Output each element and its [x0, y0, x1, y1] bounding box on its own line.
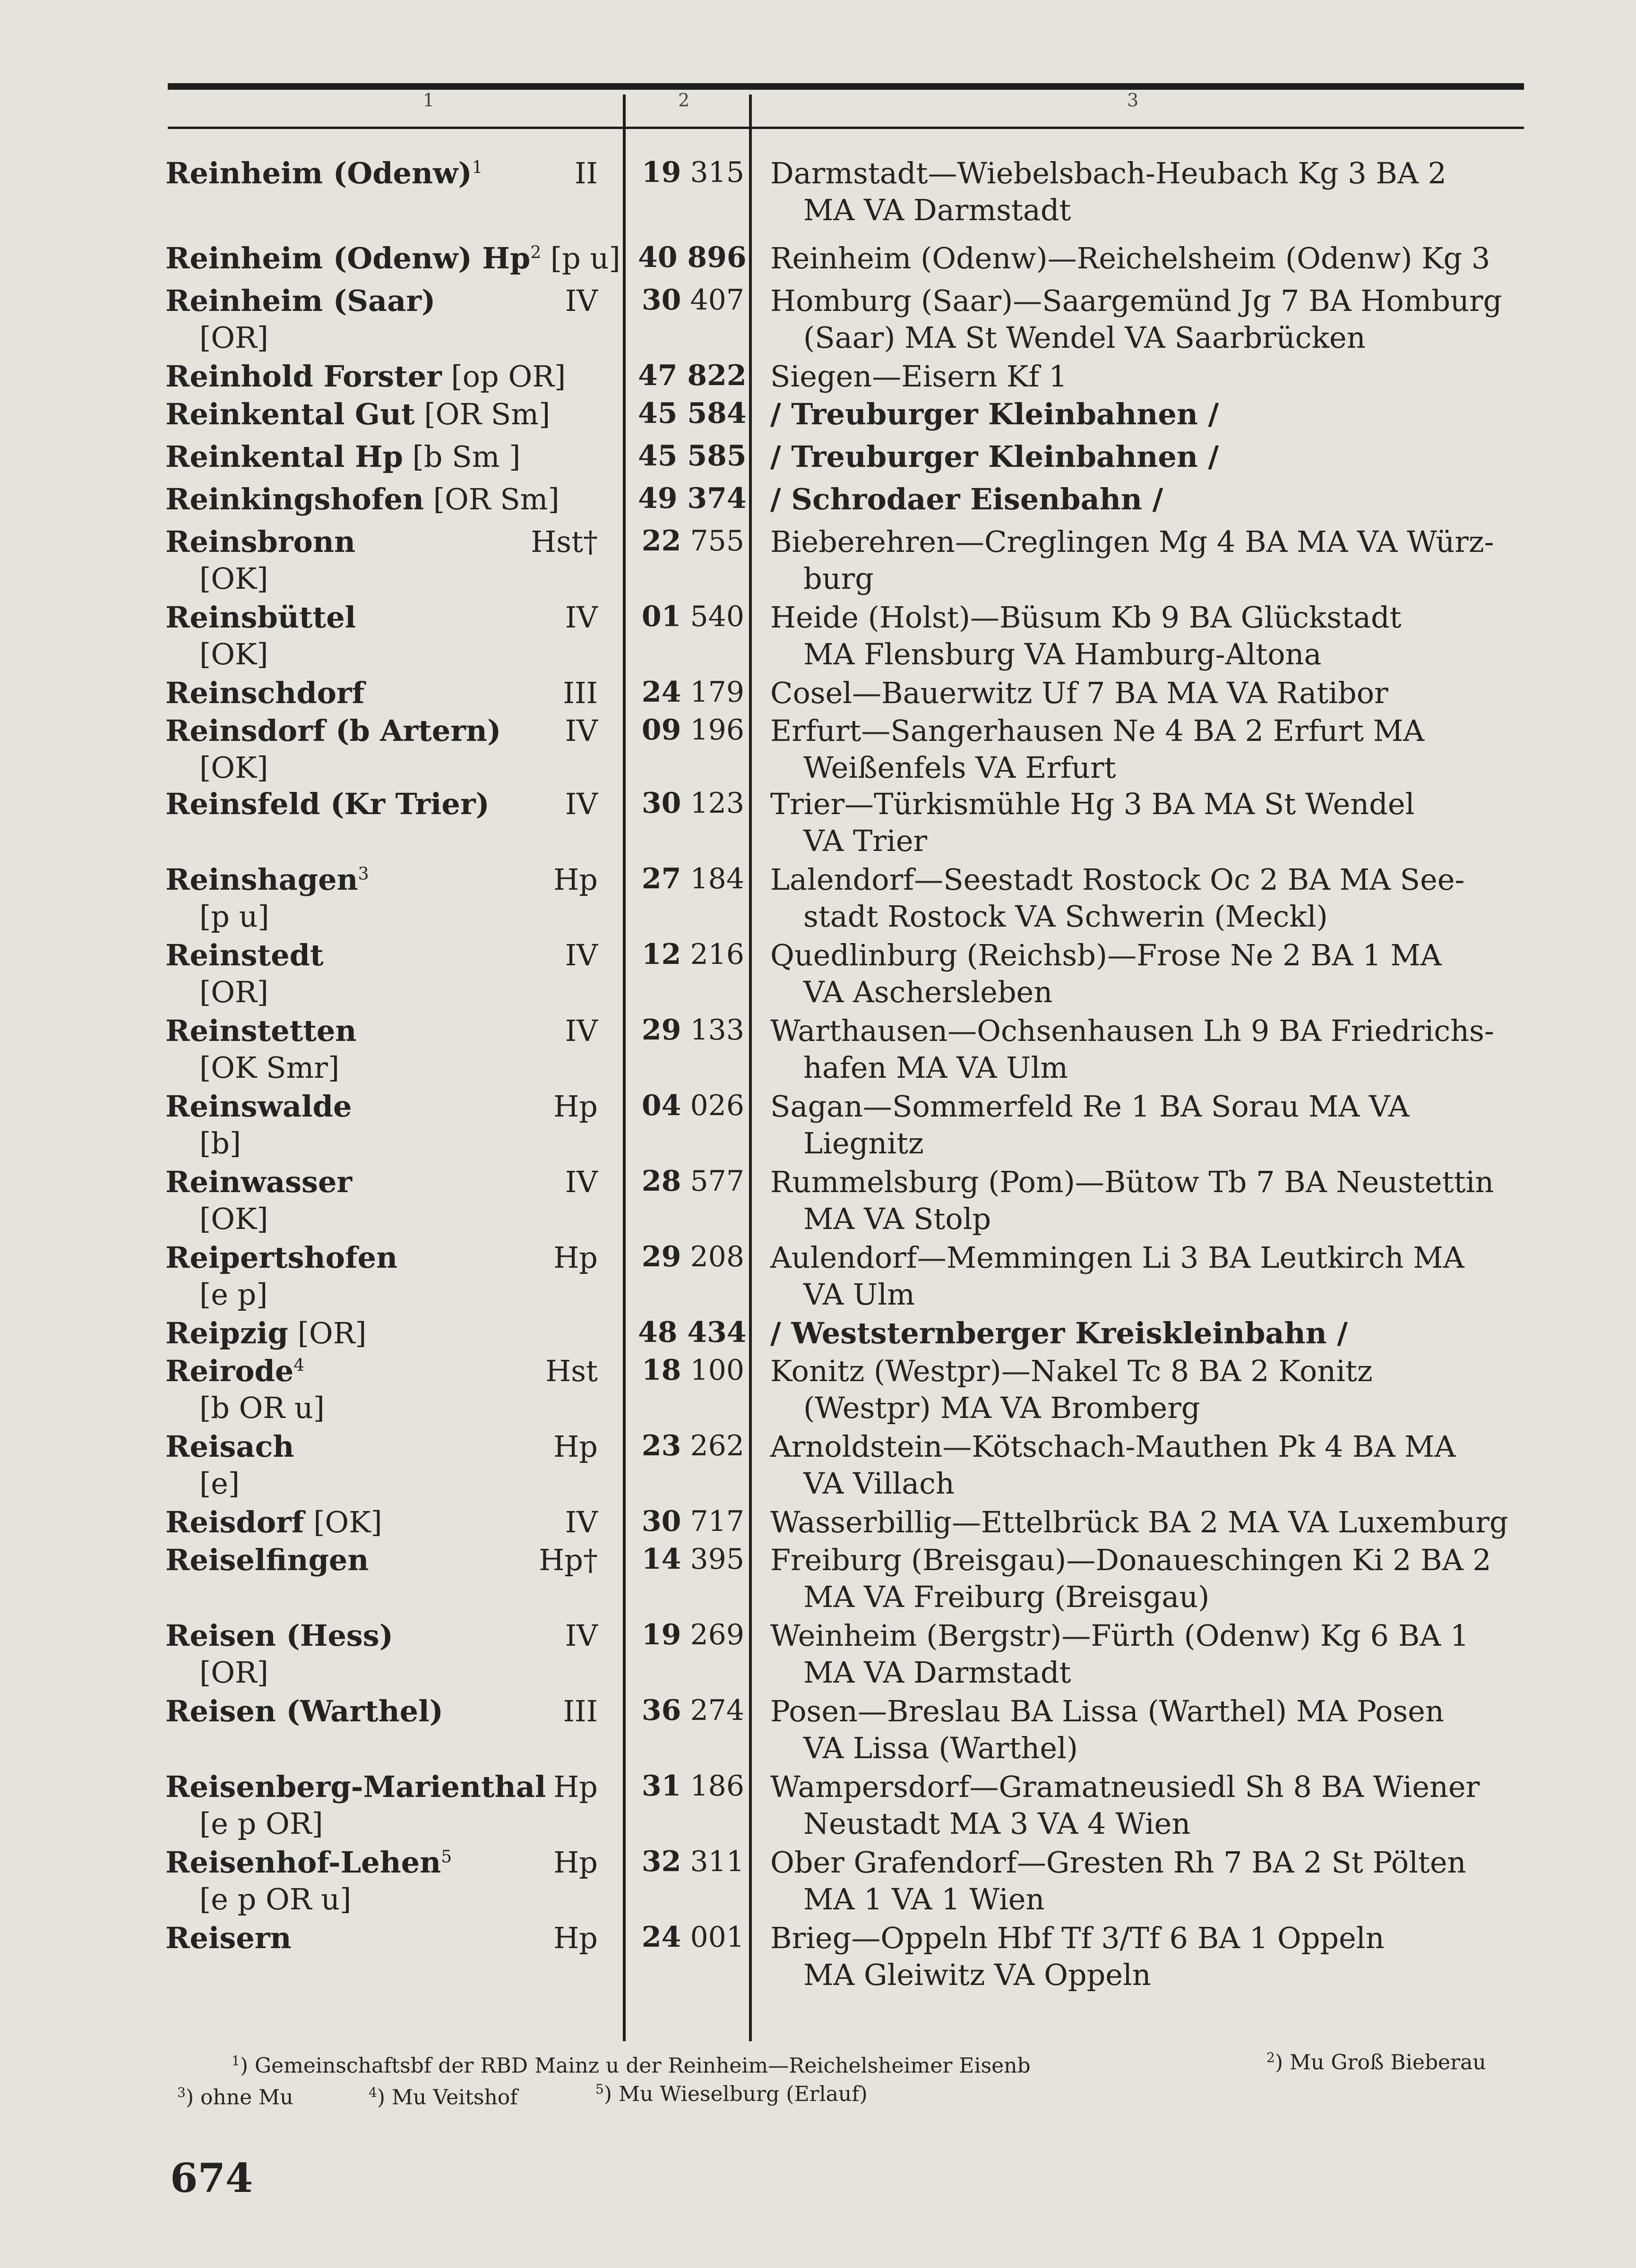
line-info: Darmstadt—Wiebelsbach-Heubach Kg 3 BA 2	[770, 156, 1447, 190]
station-name: Reinsdorf (b Artern)	[165, 713, 501, 748]
table-row	[165, 1770, 1536, 1845]
line-info-continued: MA VA Darmstadt	[803, 1655, 1071, 1690]
line-info-continued: stadt Rostock VA Schwerin (Meckl)	[803, 899, 1328, 934]
line-info: / Schrodaer Eisenbahn /	[770, 482, 1163, 516]
table-row	[165, 1618, 1536, 1694]
station-name: Reinswalde	[165, 1089, 352, 1124]
station-code: 24 001	[641, 1921, 744, 1954]
table-row	[165, 1921, 1536, 1996]
table-row	[165, 1165, 1536, 1240]
station-category: IV	[565, 1014, 598, 1048]
line-info-continued: (Saar) MA St Wendel VA Saarbrücken	[803, 320, 1366, 355]
line-info: Cosel—Bauerwitz Uf 7 BA MA VA Ratibor	[770, 676, 1388, 710]
station-code: 19 269	[641, 1618, 744, 1651]
table-row	[165, 1845, 1536, 1921]
line-info: Aulendorf—Memmingen Li 3 BA Leutkirch MA	[770, 1240, 1464, 1275]
footnote-4: $^4$) Mu Veitshof	[369, 2085, 518, 2110]
table-row	[165, 1240, 1536, 1316]
column-number-3: 3	[1127, 90, 1139, 111]
station-category: Hp	[553, 1770, 598, 1804]
line-info: Erfurt—Sangerhausen Ne 4 BA 2 Erfurt MA	[770, 713, 1424, 748]
station-type: [p u]	[199, 899, 269, 934]
station-code: 45 584	[638, 397, 747, 430]
station-code: 30 717	[641, 1505, 744, 1538]
table-row	[165, 862, 1536, 938]
line-info-continued: VA Villach	[803, 1466, 955, 1501]
station-category: III	[563, 676, 598, 710]
station-code: 40 896	[638, 241, 747, 274]
station-category: Hst†	[531, 524, 598, 559]
station-category: Hp	[553, 1921, 598, 1955]
station-code: 45 585	[638, 439, 747, 472]
line-info-continued: Weißenfels VA Erfurt	[803, 750, 1116, 785]
station-name: Reinschdorf	[165, 676, 365, 710]
station-code: 31 186	[641, 1770, 744, 1803]
station-category: IV	[565, 1505, 598, 1539]
column-number-1: 1	[423, 90, 435, 111]
line-info-continued: MA Flensburg VA Hamburg-Altona	[803, 637, 1322, 671]
line-info: Sagan—Sommerfeld Re 1 BA Sorau MA VA	[770, 1089, 1410, 1124]
station-flags: [OK]	[304, 1505, 382, 1539]
line-info: Konitz (Westpr)—Nakel Tc 8 BA 2 Konitz	[770, 1354, 1373, 1388]
station-category: IV	[565, 284, 598, 318]
station-type: [OK]	[199, 750, 268, 785]
station-type: [OK]	[199, 1202, 268, 1236]
footnote-1: $^1$) Gemeinschaftsbf der RBD Mainz u der Reinheim—Reichelsheimer Eisenb	[232, 2053, 1031, 2078]
station-name: Reinshagen$^3$	[165, 862, 369, 897]
line-info: Wasserbillig—Ettelbrück BA 2 MA VA Luxemburg	[770, 1505, 1508, 1539]
line-info: / Treuburger Kleinbahnen /	[770, 439, 1219, 474]
station-name: Reinheim (Saar)	[165, 284, 436, 318]
line-info: Trier—Türkismühle Hg 3 BA MA St Wendel	[770, 787, 1415, 821]
station-name: Reinstedt	[165, 938, 324, 972]
station-category: Hst	[545, 1354, 598, 1388]
table-row	[165, 1014, 1536, 1089]
line-info: Quedlinburg (Reichsb)—Frose Ne 2 BA 1 MA	[770, 938, 1442, 972]
station-category: Hp	[553, 1240, 598, 1275]
table-row	[165, 156, 1536, 232]
station-type: [e p OR u]	[199, 1882, 352, 1916]
station-category: Hp	[553, 1429, 598, 1464]
table-row	[165, 938, 1536, 1014]
station-name: Reisdorf [OK]	[165, 1505, 382, 1539]
line-info: Reinheim (Odenw)—Reichelsheim (Odenw) Kg 3	[770, 241, 1490, 275]
station-flags: [op OR]	[441, 359, 566, 394]
station-flags: [b Sm ]	[403, 439, 521, 474]
line-info: / Treuburger Kleinbahnen /	[770, 397, 1219, 431]
line-info-continued: MA VA Freiburg (Breisgau)	[803, 1580, 1210, 1614]
table-row	[165, 1543, 1536, 1618]
station-category: II	[575, 156, 598, 190]
station-category: IV	[565, 938, 598, 972]
station-code: 49 374	[638, 482, 747, 515]
station-category: IV	[565, 787, 598, 821]
line-info-continued: burg	[803, 561, 874, 596]
station-type: [OK Smr]	[199, 1050, 340, 1085]
table-row	[165, 1429, 1536, 1505]
table-row	[165, 284, 1536, 359]
station-name: Reisen (Hess)	[165, 1618, 394, 1653]
table-row	[165, 1354, 1536, 1429]
station-code: 23 262	[641, 1429, 744, 1462]
station-category: IV	[565, 1165, 598, 1199]
station-name: Reisenhof-Lehen$^5$	[165, 1845, 452, 1880]
station-type: [e p OR]	[199, 1806, 323, 1841]
station-type: [OR]	[199, 1655, 268, 1690]
station-code: 18 100	[641, 1354, 744, 1387]
line-info: Wampersdorf—Gramatneusiedl Sh 8 BA Wiener	[770, 1770, 1480, 1804]
station-type: [e]	[199, 1466, 240, 1501]
station-code: 09 196	[641, 713, 744, 747]
station-name: Reisern	[165, 1921, 292, 1955]
line-info: Warthausen—Ochsenhausen Lh 9 BA Friedrichs-	[770, 1014, 1494, 1048]
line-info-continued: hafen MA VA Ulm	[803, 1050, 1068, 1085]
station-code: 12 216	[641, 938, 744, 971]
station-category: Hp	[553, 862, 598, 897]
table-row	[165, 787, 1536, 862]
station-code: 27 184	[641, 862, 744, 895]
footnote-ref: 1	[472, 158, 483, 178]
line-info: Heide (Holst)—Büsum Kb 9 BA Glückstadt	[770, 600, 1402, 635]
line-info-continued: (Westpr) MA VA Bromberg	[803, 1391, 1200, 1425]
station-type: [OK]	[199, 637, 268, 671]
station-type: [b OR u]	[199, 1391, 325, 1425]
table-row	[165, 1694, 1536, 1770]
station-name: Reirode$^4$	[165, 1354, 305, 1388]
station-name: Reinheim (Odenw)$^1$	[165, 156, 483, 190]
station-name: Reisach	[165, 1429, 294, 1464]
top-rule	[168, 83, 1524, 90]
station-category: IV	[565, 713, 598, 748]
station-name: Reiselfingen	[165, 1543, 369, 1577]
station-flags: [OR Sm]	[424, 482, 560, 516]
table-row	[165, 600, 1536, 676]
station-type: [b]	[199, 1126, 241, 1160]
footnote-ref: 4	[293, 1356, 305, 1375]
line-info-continued: MA VA Stolp	[803, 1202, 991, 1236]
line-info-continued: VA Trier	[803, 824, 928, 858]
station-code: 29 133	[641, 1014, 744, 1047]
station-name: Reipzig [OR]	[165, 1316, 367, 1350]
station-code: 48 434	[638, 1316, 747, 1349]
footnote-ref: 2	[530, 243, 542, 263]
station-flags: [OR]	[288, 1316, 367, 1350]
station-code: 47 822	[638, 359, 747, 392]
line-info: Bieberehren—Creglingen Mg 4 BA MA VA Würz-	[770, 524, 1494, 559]
station-name: Reipertshofen	[165, 1240, 398, 1275]
station-code: 36 274	[641, 1694, 744, 1727]
footnote-2: $^2$) Mu Groß Bieberau	[1266, 2050, 1486, 2075]
station-name: Reisenberg-Marienthal	[165, 1770, 546, 1804]
station-type: [OR]	[199, 320, 268, 355]
station-name: Reinkental Gut [OR Sm]	[165, 397, 551, 431]
station-code: 24 179	[641, 676, 744, 709]
line-info: Homburg (Saar)—Saargemünd Jg 7 BA Homburg	[770, 284, 1502, 318]
line-info: Brieg—Oppeln Hbf Tf 3/Tf 6 BA 1 Oppeln	[770, 1921, 1385, 1955]
line-info-continued: Liegnitz	[803, 1126, 924, 1160]
line-info: Siegen—Eisern Kf 1	[770, 359, 1068, 394]
station-category: IV	[565, 600, 598, 635]
station-category: Hp	[553, 1845, 598, 1880]
station-name: Reinstetten	[165, 1014, 357, 1048]
station-name: Reinsbronn	[165, 524, 356, 559]
station-category: III	[563, 1694, 598, 1728]
station-code: 01 540	[641, 600, 744, 633]
line-info-continued: MA VA Darmstadt	[803, 193, 1071, 227]
station-flags: [p u]	[541, 241, 620, 275]
line-info: Rummelsburg (Pom)—Bütow Tb 7 BA Neustettin	[770, 1165, 1494, 1199]
column-number-2: 2	[678, 90, 690, 111]
station-name: Reisen (Warthel)	[165, 1694, 444, 1728]
station-code: 30 123	[641, 787, 744, 820]
station-category: Hp†	[539, 1543, 598, 1577]
station-name: Reinsbüttel	[165, 600, 356, 635]
station-category: IV	[565, 1618, 598, 1653]
footnote-3: $^3$) ohne Mu	[177, 2085, 293, 2110]
header-rule	[168, 127, 1524, 129]
line-info-continued: VA Lissa (Warthel)	[803, 1731, 1078, 1765]
station-code: 28 577	[641, 1165, 744, 1198]
station-code: 22 755	[641, 524, 744, 558]
line-info-continued: VA Ulm	[803, 1277, 915, 1312]
station-name: Reinhold Forster [op OR]	[165, 359, 566, 394]
station-type: [e p]	[199, 1277, 268, 1312]
station-code: 30 407	[641, 284, 744, 317]
station-type: [OR]	[199, 975, 268, 1009]
page-number: 674	[170, 2155, 253, 2201]
line-info: Arnoldstein—Kötschach-Mauthen Pk 4 BA MA	[770, 1429, 1456, 1464]
line-info: / Weststernberger Kreiskleinbahn /	[770, 1316, 1348, 1350]
station-code: 04 026	[641, 1089, 744, 1122]
line-info: Ober Grafendorf—Gresten Rh 7 BA 2 St Pölten	[770, 1845, 1466, 1880]
station-category: Hp	[553, 1089, 598, 1124]
table-row	[165, 713, 1536, 789]
station-name: Reinheim (Odenw) Hp$^2$ [p u]	[165, 241, 620, 275]
line-info-continued: MA 1 VA 1 Wien	[803, 1882, 1045, 1916]
station-type: [OK]	[199, 561, 268, 596]
line-info: Weinheim (Bergstr)—Fürth (Odenw) Kg 6 BA 1	[770, 1618, 1469, 1653]
footnote-ref: 3	[358, 864, 369, 884]
station-name: Reinwasser	[165, 1165, 353, 1199]
station-code: 19 315	[641, 156, 744, 189]
footnote-5: $^5$) Mu Wieselburg (Erlauf)	[595, 2081, 868, 2106]
station-flags: [OR Sm]	[414, 397, 551, 431]
station-name: Reinsfeld (Kr Trier)	[165, 787, 490, 821]
station-name: Reinkental Hp [b Sm ]	[165, 439, 521, 474]
station-name: Reinkingshofen [OR Sm]	[165, 482, 560, 516]
line-info-continued: VA Aschersleben	[803, 975, 1053, 1009]
footnote-ref: 5	[441, 1847, 452, 1867]
station-code: 14 395	[641, 1543, 744, 1576]
station-code: 29 208	[641, 1240, 744, 1273]
line-info: Freiburg (Breisgau)—Donaueschingen Ki 2 BA 2	[770, 1543, 1491, 1577]
line-info-continued: Neustadt MA 3 VA 4 Wien	[803, 1806, 1191, 1841]
table-row	[165, 524, 1536, 600]
line-info-continued: MA Gleiwitz VA Oppeln	[803, 1958, 1151, 1992]
line-info: Posen—Breslau BA Lissa (Warthel) MA Posen	[770, 1694, 1444, 1728]
table-row	[165, 1089, 1536, 1165]
line-info: Lalendorf—Seestadt Rostock Oc 2 BA MA See-	[770, 862, 1465, 897]
station-code: 32 311	[641, 1845, 744, 1878]
